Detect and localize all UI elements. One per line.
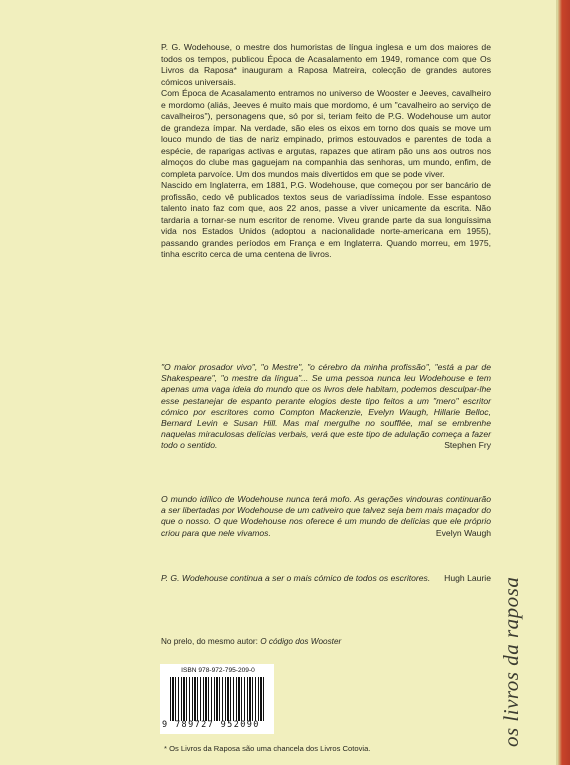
isbn-number: ISBN 978-972-795-209-0 [181,667,255,674]
quote-text: O mundo idílico de Wodehouse nunca terá mofo. As gerações vindouras continuarão a ser libertadas por Wodehouse de um cativeiro que talvez seja bem mais maçador do que o nosso. O que Wodehouse nos oferece é um mundo de delícias que ele próprio criou para que nele vivamos. [161,494,491,538]
quote-author: Evelyn Waugh [435,527,491,538]
blurb-paragraph-3: Nascido em Inglaterra, em 1881, P.G. Wodehouse, que começou por ser bancário de profissão, cedo vê publicados textos seus de variadíssima índole. Esse espantoso talento inato faz com que, aos 22 anos, passe a viver unicamente da escrita. Não tardaria a tornar-se num escritor de renome. Viveu grande parte da sua longuíssima vida nos Estados Unidos (adoptou a nacionalidade norte-americana em 1955), passando grandes períodos em França e em Inglaterra. Quando morreu, em 1975, tinha escrito cerca de uma centena de livros. [161,180,491,259]
forthcoming-title: O código dos Wooster [260,637,342,646]
quote-author: Stephen Fry [444,440,491,451]
quote-author: Hugh Laurie [444,573,491,583]
barcode-bars-icon [170,677,266,721]
forthcoming-label: No prelo, do mesmo autor: [161,637,261,646]
isbn-barcode [160,664,274,734]
spine-brand-text: os livros da raposa [499,576,523,747]
publisher-footnote: * Os Livros da Raposa são uma chancela dos Livros Cotovia. [164,744,371,753]
red-spine-edge [558,0,570,765]
quote-stephen-fry [161,362,491,452]
quote-hugh-laurie [161,573,491,584]
blurb-paragraph-2: Com Época de Acasalamento entramos no universo de Wooster e Jeeves, cavalheiro e mordomo (aliás, Jeeves é muito mais que mordomo, é um "cavalheiro ao serviço de cavalheiros"), personagens que, só por si, teriam feito de P.G. Wodehouse um autor de grandeza ímpar. Na verdade, são eles os eixos em torno dos quais se move um louco mundo de tias de nariz empinado, primos estouvados e parentes de toda a espécie, de raparigas activas e argutas, rapazes que atiram pão uns aos outros nos almoços do clube mas gaguejam na companhia das senhoras, um mundo, enfim, de completa parvoíce. Um dos mundos mais divertidos em que se pode viver. [161,88,491,179]
blurb-paragraph-1: P. G. Wodehouse, o mestre dos humoristas de língua inglesa e um dos maiores de todos os tempos, publicou Época de Acasalamento em 1949, romance com que Os Livros da Raposa* inauguram a Raposa Matreira, colecção de grandes autores cómicos universais. [161,42,491,87]
quote-text: "O maior prosador vivo", "o Mestre", "o cérebro da minha profissão", "está a par de Shakespeare", "o mestre da língua"... Se uma pessoa nunca leu Wodehouse e tem apenas uma vaga ideia do mundo que os livros dele habitam, podemos desculpar-lhe esse pestanejar de espanto perante elogios deste tipo feitos a um "mero" escritor cómico por escritores como Compton Mackenzie, Evelyn Waugh, Hillarie Belloc, Bernard Levin e Susan Hill. Mas mal mergulhe no soufflée, mal se embrenhe naquelas miraculosas delícias verbais, verá que este tipo de adulação começa a fazer todo o sentido. [161,362,491,451]
ean-number: 9 789727 952090 [162,720,260,730]
forthcoming-note [161,637,491,646]
quote-text: P. G. Wodehouse continua a ser o mais cómico de todos os escritores. [161,573,431,583]
blurb-text [161,42,491,261]
quote-evelyn-waugh [161,494,491,539]
